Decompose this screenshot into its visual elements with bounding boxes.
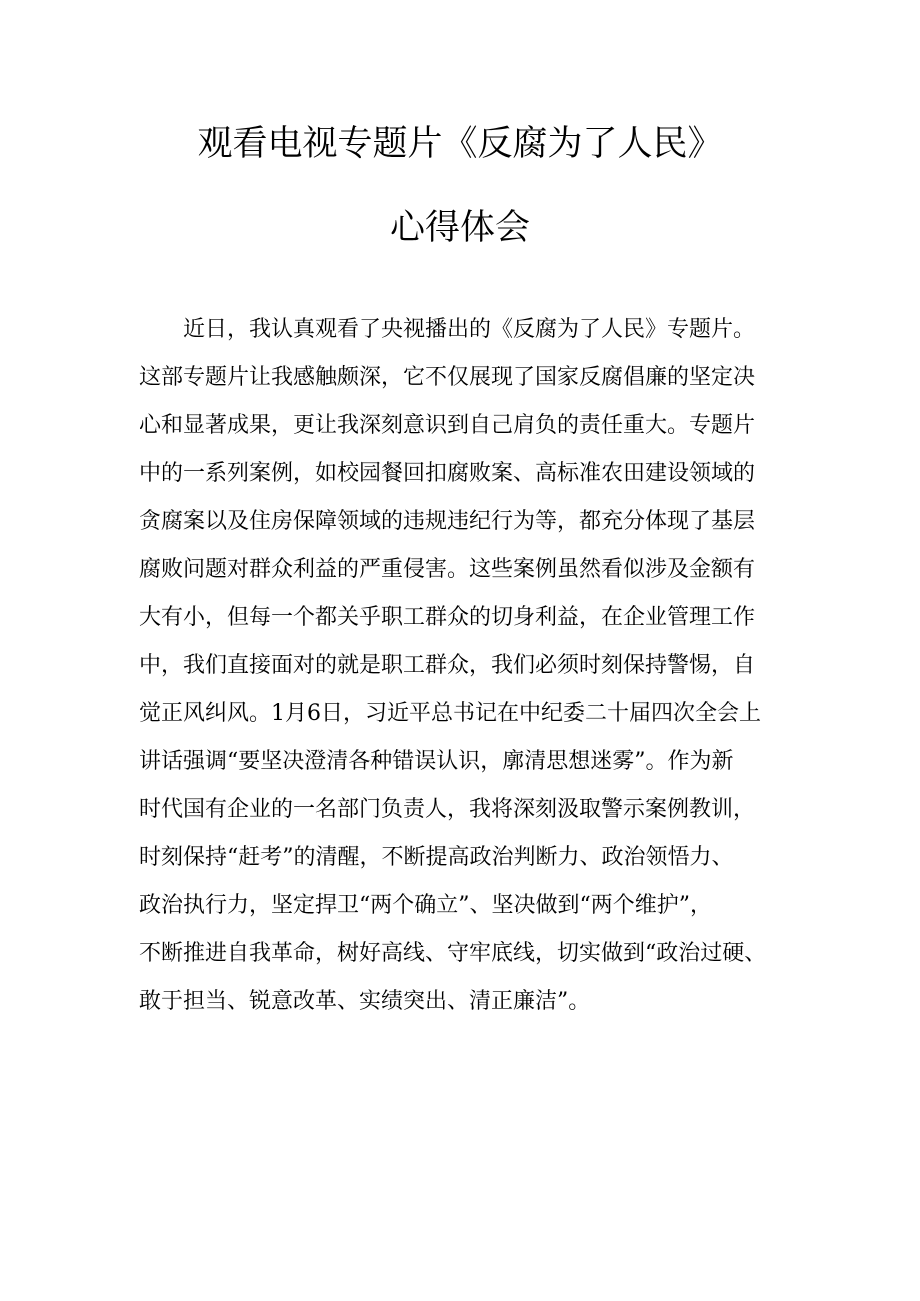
- document-title-line-1: 观看电视专题片《反腐为了人民》: [197, 124, 723, 164]
- paragraph-line: 贪腐案以及住房保障领域的违规违纪行为等，都充分体现了基层: [139, 509, 756, 534]
- paragraph-line: 不断推进自我革命，树好高线、守牢底线，切实做到“政治过硬、: [139, 941, 767, 966]
- paragraph-line: 这部专题片让我感触颇深，它不仅展现了国家反腐倡廉的坚定决: [139, 365, 756, 390]
- paragraph-line: 大有小，但每一个都关乎职工群众的切身利益，在企业管理工作: [139, 605, 756, 630]
- paragraph-line: 讲话强调“要坚决澄清各种错误认识，廓清思想迷雾”。作为新: [139, 749, 734, 774]
- body-paragraph: [139, 306, 799, 1026]
- paragraph-line: 中的一系列案例，如校园餐回扣腐败案、高标准农田建设领域的: [139, 461, 756, 486]
- paragraph-line: 腐败问题对群众利益的严重侵害。这些案例虽然看似涉及金额有: [139, 557, 756, 582]
- paragraph-line: 觉正风纠风。1月6日，习近平总书记在中纪委二十届四次全会上: [139, 701, 761, 726]
- document-title-line-2: 心得体会: [389, 208, 530, 248]
- paragraph-line: 敢于担当、锐意改革、实绩突出、清正廉洁”。: [139, 989, 591, 1014]
- paragraph-line: 时代国有企业的一名部门负责人，我将深刻汲取警示案例教训，: [139, 797, 756, 822]
- paragraph-line: 近日，我认真观看了央视播出的《反腐为了人民》专题片。: [139, 317, 756, 342]
- paragraph-line: 中，我们直接面对的就是职工群众，我们必须时刻保持警惕，自: [139, 653, 756, 678]
- paragraph-line: 政治执行力，坚定捍卫“两个确立”、坚决做到“两个维护”，: [139, 893, 712, 918]
- paragraph-line: 时刻保持“赶考”的清醒，不断提高政治判断力、政治领悟力、: [139, 845, 734, 870]
- paragraph-line: 心和显著成果，更让我深刻意识到自己肩负的责任重大。专题片: [139, 413, 756, 438]
